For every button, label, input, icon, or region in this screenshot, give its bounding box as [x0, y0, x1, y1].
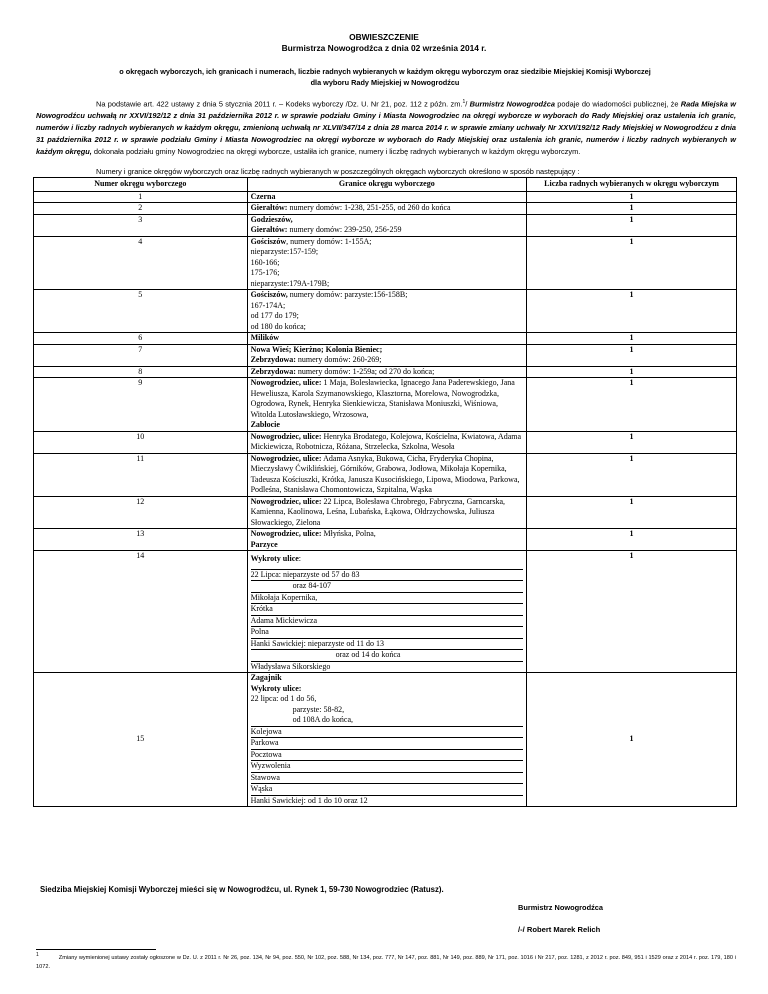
district-number: 10: [34, 431, 248, 453]
commission-seat: Siedziba Miejskiej Komisji Wyborczej mieści się w Nowogrodźcu, ul. Rynek 1, 59-730 Nowogrodziec (Ratusz).: [40, 885, 444, 894]
district-number: 14: [34, 551, 248, 673]
councillor-count: 1: [527, 673, 737, 807]
header-district-number: Numer okręgu wyborczego: [34, 178, 248, 192]
district-boundaries: [247, 378, 526, 432]
document-subtitle: Burmistrza Nowogrodźca z dnia 02 września 2014 r.: [281, 43, 487, 53]
table-header-row: [34, 178, 737, 192]
district-boundaries: [247, 214, 526, 236]
table-row: [34, 236, 737, 290]
councillor-count: 1: [527, 344, 737, 366]
district-number: 7: [34, 344, 248, 366]
signature-name: /-/ Robert Marek Relich: [518, 925, 601, 934]
councillor-count: 1: [527, 236, 737, 290]
boundary-extra: od 177 do 179;: [250, 311, 299, 320]
boundary-extra: nieparzyste:157-159;: [250, 247, 319, 256]
councillor-count: 1: [527, 366, 737, 378]
councillor-count: 1: [527, 529, 737, 551]
boundary-street: oraz od 14 do końca: [251, 649, 523, 661]
boundary-extra: nieparzyste:179A-179B;: [250, 278, 330, 288]
boundary-text: numery domów: 1-238, 251-255, od 260 do końca: [287, 203, 451, 212]
boundary-street: Kolejowa: [251, 726, 523, 738]
boundary-extra: od 180 do końca;: [250, 321, 306, 331]
boundary-street: Polna: [251, 626, 523, 638]
district-number: 15: [34, 673, 248, 807]
councillor-count: 1: [527, 203, 737, 215]
intro-part-3: podaje do wiadomości publicznej, że: [554, 99, 681, 109]
district-number: 3: [34, 214, 248, 236]
district-boundaries: [247, 290, 526, 333]
boundary-street: od 108A do końca,: [292, 715, 354, 724]
boundary-street: Mikołaja Kopernika,: [251, 592, 523, 604]
boundary-bold: Nowogrodziec, ulice:: [250, 496, 322, 506]
boundary-text: 1 Maja, Bolesławiecka, Ignacego Jana Paderewskiego, Jana Heweliusza, Karola Szymanowskiego, Klasztorna, Morelowa, Nowogrodzka, Ogrodowa, Rynek, Henryka Sienkiewicza, Stanisława Moniuszki, Wiśniowa, Witolda Lutosławskiego, Wrzosowa,: [250, 378, 515, 419]
table-body: [34, 191, 737, 807]
district-boundaries: [247, 496, 526, 529]
boundary-street: Stawowa: [251, 772, 523, 784]
district-number: 1: [34, 191, 248, 203]
header-councillor-count: Liczba radnych wybieranych w okręgu wyborczym: [527, 178, 737, 192]
district-boundaries: [247, 236, 526, 290]
boundary-street: Adama Mickiewicza: [251, 615, 523, 627]
boundary-extra: 160-166;: [250, 257, 280, 267]
table-row: [34, 214, 737, 236]
table-row: [34, 333, 737, 345]
footnote-divider: [36, 949, 156, 950]
boundary-text: Młyńska, Polna,: [321, 529, 376, 538]
district-number: 9: [34, 378, 248, 432]
table-row: [34, 378, 737, 432]
boundary-street: Pocztowa: [251, 749, 523, 761]
boundary-street: 22 Lipca: nieparzyste od 57 do 83: [251, 569, 523, 581]
intro-part-2: /: [465, 99, 470, 109]
district-boundaries: [247, 673, 526, 807]
district-number: 4: [34, 236, 248, 290]
councillor-count: 1: [527, 551, 737, 673]
footnote-mark: 1: [36, 952, 39, 958]
boundary-text: Adama Asnyka, Bukowa, Cicha, Fryderyka Chopina, Mieczysławy Ćwiklińskiej, Górników, Grabowa, Jodłowa, Mikołaja Kopernika, Tadeusza Kościuszki, Krótka, Janusza Kusocińskiego, Lipowa, Miodowa, Parkowa, Podleśna, Stanisława Chomontowicza, Szpitalna, Wąska: [250, 453, 520, 494]
boundary-text: numery domów: parzyste:156-158B;: [287, 290, 408, 299]
table-row: [34, 203, 737, 215]
footnote-text: Zmiany wymienionej ustawy zostały ogłoszone w Dz. U. z 2011 r. Nr 26, poz. 134, Nr 94, poz. 550, Nr 102, poz. 588, Nr 134, poz. 777, Nr 147, poz. 881, Nr 149, poz. 889, Nr 171, poz. 1016 i Nr 217, poz. 1281, z 2012 r. poz. 849, 951 i 1529 oraz z 2014 r. poz. 179, 180 i 1072.: [36, 954, 736, 970]
boundary-bold-2: Zabłocie: [250, 420, 280, 429]
councillor-count: 1: [527, 214, 737, 236]
district-number: 8: [34, 366, 248, 378]
boundary-street: Parkowa: [251, 737, 523, 749]
table-row: [34, 453, 737, 496]
intro-authority: Burmistrz Nowogrodźca: [469, 99, 555, 109]
table-row: [34, 191, 737, 203]
councillor-count: 1: [527, 496, 737, 529]
table-row: [34, 551, 737, 673]
document-title: OBWIESZCZENIE: [349, 32, 419, 42]
boundary-street: Wąska: [251, 783, 523, 795]
councillor-count: 1: [527, 290, 737, 333]
boundary-bold-2: Gierałtów:: [250, 225, 288, 234]
subject-line-1: o okręgach wyborczych, ich granicach i numerach, liczbie radnych wybieranych w każdym okręgu wyborczym oraz siedzibie Miejskiej Komisji Wyborczej: [119, 67, 651, 76]
table-row: [34, 431, 737, 453]
district-boundaries: [247, 529, 526, 551]
district-boundaries: [247, 551, 526, 673]
boundary-text: Henryka Brodatego, Kolejowa, Kościelna, Kwiatowa, Adama Mickiewicza, Robotnicza, Różana, Strzelecka, Szkolna, Wesoła: [250, 431, 522, 451]
boundary-extra: 167-174A;: [250, 300, 286, 310]
boundary-bold: Zebrzydowa:: [250, 366, 296, 376]
boundary-text-2: numery domów: 239-250, 256-259: [287, 225, 402, 234]
boundary-bold: Gościszów,: [250, 290, 288, 299]
councillor-count: 1: [527, 333, 737, 345]
boundary-bold-2: Zebrzydowa:: [250, 355, 296, 364]
councillor-count: 1: [527, 431, 737, 453]
boundary-bold: Milików: [250, 333, 280, 342]
boundary-text: :: [298, 554, 302, 563]
boundary-bold: Godzieszów,: [250, 214, 293, 224]
district-boundaries: [247, 191, 526, 203]
boundary-street: oraz 84-107: [251, 580, 523, 592]
district-boundaries: [247, 344, 526, 366]
district-boundaries: [247, 333, 526, 345]
boundary-bold: Nowogrodziec, ulice:: [250, 453, 322, 463]
councillor-count: 1: [527, 378, 737, 432]
intro-part-4: dokonała podziału gminy Nowogrodziec na okręgi wyborcze, ustaliła ich granice, numery i liczbę radnych wybieranych w każdym okręgu wyborczym.: [91, 146, 581, 156]
intro-table-lead: Numery i granice okręgów wyborczych oraz liczbę radnych wybieranych w poszczególnych okręgach wyborczych określono w sposób następujący :: [96, 167, 580, 176]
councillor-count: 1: [527, 191, 737, 203]
boundary-bold: Gierałtów:: [250, 203, 288, 212]
intro-paragraph: [36, 97, 736, 157]
boundary-street: Wyzwolenia: [251, 760, 523, 772]
district-number: 13: [34, 529, 248, 551]
district-number: 5: [34, 290, 248, 333]
table-row: [34, 344, 737, 366]
district-number: 12: [34, 496, 248, 529]
footnote-reference[interactable]: 1: [462, 99, 466, 105]
boundary-bold-2: Parzyce: [250, 539, 278, 549]
footnote: [36, 951, 736, 972]
boundary-text-2: numery domów: 260-269;: [295, 355, 382, 364]
boundary-bold: Gościszów: [250, 236, 287, 246]
intro-resolution: Rada Miejska w Nowogrodźcu uchwałą nr XXVI/192/12 z dnia 31 października 2012 r. w sprawie podziału Gminy i Miasta Nowogrodziec na okręgi wyborcze w wyborach do Rady Miejskiej oraz ustalenia ich granic, numerów i liczby radnych wybieranych w każdym okręgu, zmienioną uchwałą nr XLVII/347/14 z dnia 28 marca 2014 r. w sprawie zmiany uchwały Nr XXVI/192/12 Rady Miejskiej w Nowogrodźcu z dnia 31 października 2012 r. w sprawie podziału Gminy i Miasta Nowogrodziec na okręgi wyborcze w wyborach do Rady Miejskiej oraz ustalenia ich granic, numerów i liczby radnych wybieranych w każdym okręgu,: [36, 99, 737, 156]
boundary-street: parzyste: 58-82,: [292, 704, 345, 714]
district-boundaries: [247, 431, 526, 453]
district-boundaries: [247, 366, 526, 378]
district-boundaries: [247, 453, 526, 496]
boundary-extra: 175-176;: [250, 268, 280, 277]
table-row: [34, 673, 737, 807]
district-number: 6: [34, 333, 248, 345]
table-row: [34, 496, 737, 529]
boundary-street: Hanki Sawickiej: od 1 do 10 oraz 12: [251, 795, 523, 807]
boundary-street: Krótka: [251, 603, 523, 615]
boundary-bold: Wykroty ulice: [250, 554, 299, 563]
boundary-bold: Czerna: [250, 191, 276, 201]
boundary-bold: Nowogrodziec, ulice:: [250, 378, 322, 387]
subject-line-2: dla wyboru Rady Miejskiej w Nowogrodźcu: [310, 78, 460, 87]
districts-table: [33, 177, 737, 807]
boundary-street: Władysława Sikorskiego: [251, 661, 523, 673]
table-row: [34, 529, 737, 551]
document-subject: [40, 66, 730, 88]
boundary-street: Hanki Sawickiej: nieparzyste od 11 do 13: [251, 638, 523, 650]
district-number: 2: [34, 203, 248, 215]
intro-part-1: Na podstawie art. 422 ustawy z dnia 5 stycznia 2011 r. – Kodeks wyborczy /Dz. U. Nr 21, poz. 112 z późn. zm.: [96, 99, 463, 109]
councillor-count: 1: [527, 453, 737, 496]
district-number: 11: [34, 453, 248, 496]
boundary-bold: Nowogrodziec, ulice:: [250, 431, 322, 441]
table-row: [34, 366, 737, 378]
boundary-bold: Nowogrodziec, ulice:: [250, 529, 322, 538]
district-boundaries: [247, 203, 526, 215]
boundary-bold-2: Wykroty ulice:: [250, 683, 302, 693]
signature-office: Burmistrz Nowogrodźca: [518, 903, 603, 912]
boundary-street: 22 lipca: od 1 do 56,: [250, 694, 317, 703]
boundary-text: , numery domów: 1-155A;: [286, 236, 372, 246]
header-district-boundaries: Granice okręgu wyborczego: [247, 178, 526, 192]
boundary-text: numery domów: 1-259a; od 270 do końca;: [295, 366, 435, 376]
boundary-text: 22 Lipca, Bolesława Chrobrego, Fabryczna, Garncarska, Kamienna, Kaolinowa, Leśna, Lubańska, Łąkowa, Ołdrzychowska, Juliusza Słowackiego, Zielona: [250, 496, 506, 527]
table-row: [34, 290, 737, 333]
boundary-bold: Nowa Wieś; Kierżno; Kolonia Bieniec;: [250, 344, 383, 354]
boundary-bold: Zagajnik: [250, 673, 282, 682]
